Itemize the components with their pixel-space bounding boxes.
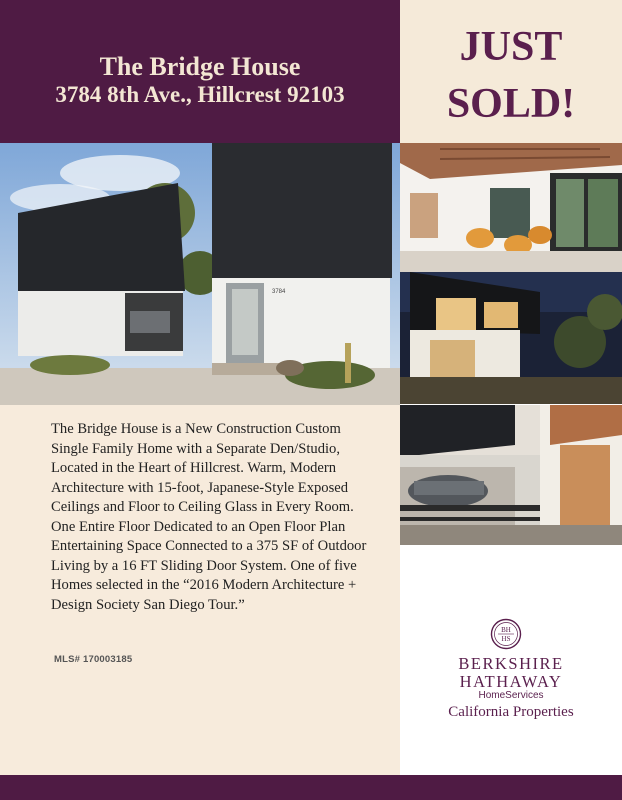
logo-text-top: BH <box>501 626 511 634</box>
property-name: The Bridge House <box>99 52 301 81</box>
exterior-photo <box>0 143 400 405</box>
just-sold-line2: SOLD! <box>446 81 576 127</box>
house-number: 3784 <box>272 289 286 295</box>
just-sold-line1: JUST <box>459 24 563 70</box>
brokerage-region: California Properties <box>448 704 574 720</box>
property-description: The Bridge House is a New Construction Custom Single Family Home with a Separate Den/Studio, Located in the Heart of Hillcrest. Warm, Modern Architecture with 15-foot, Japanese-Style Exposed Ceilings and Floor to Ceiling Glass in Every Room. One Entire Floor Dedicated to an Open Floor Plan Entertaining Space Connected to a 375 SF of Outdoor Living by a 16 FT Sliding Door System. One of five Homes selected in the “2016 Modern Architecture + Design Society San Diego Tour.” <box>51 421 367 613</box>
just-sold-banner <box>400 0 622 143</box>
brokerage-name-line3: HomeServices <box>478 690 544 701</box>
logo-text-bottom: HS <box>501 635 511 643</box>
footer-band <box>0 775 622 800</box>
brokerage-name-line2: HATHAWAY <box>459 672 563 691</box>
berkshire-hathaway-seal-icon <box>490 618 522 650</box>
header-band <box>0 0 400 143</box>
property-address: 3784 8th Ave., Hillcrest 92103 <box>55 82 345 107</box>
brokerage-name-line1: BERKSHIRE <box>458 654 564 673</box>
mls-number: MLS# 170003185 <box>54 654 133 665</box>
interior-photo <box>400 143 622 272</box>
night-photo <box>400 272 622 404</box>
garage-photo <box>400 405 622 545</box>
